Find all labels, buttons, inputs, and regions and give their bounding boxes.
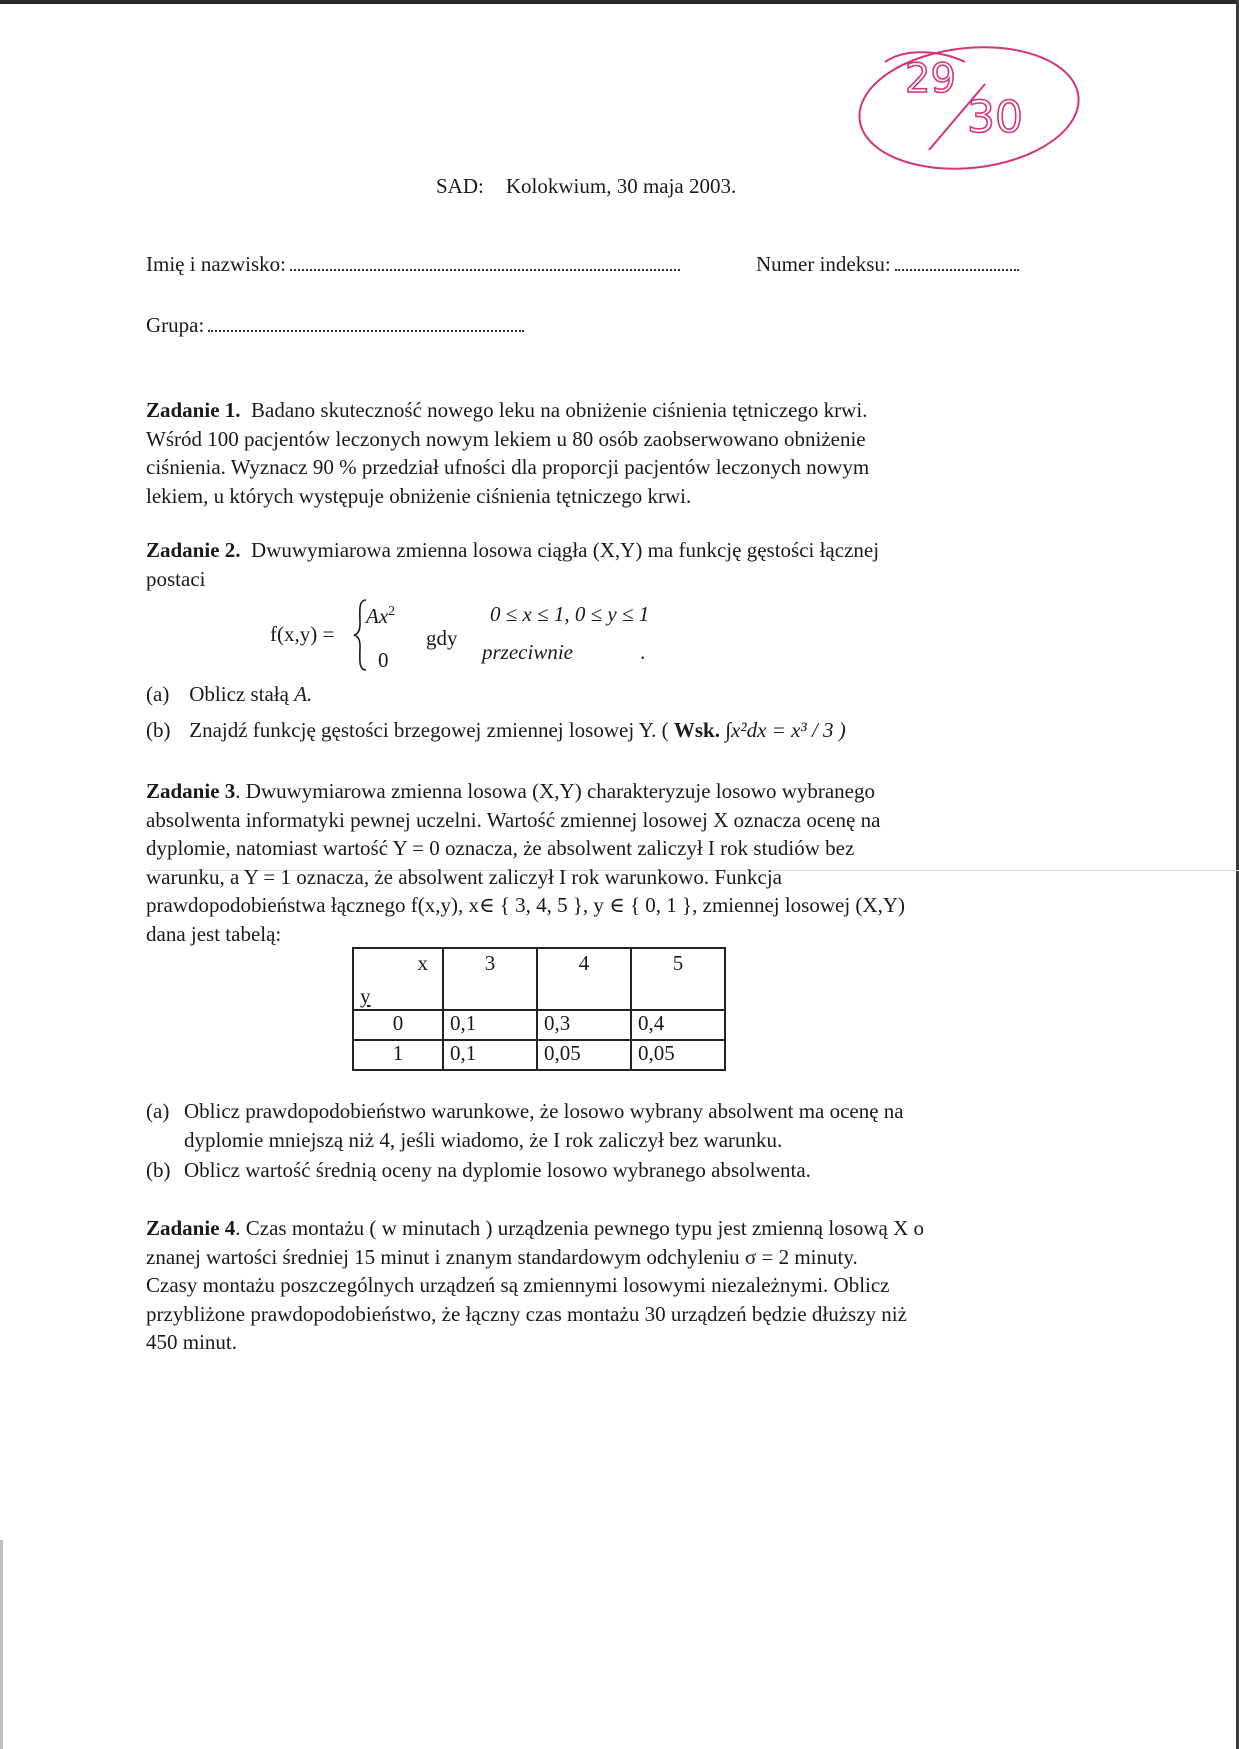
scan-edge-top bbox=[0, 0, 1239, 4]
group-field bbox=[146, 313, 524, 338]
task-3-label: Zadanie 3 bbox=[146, 779, 236, 803]
task-1-line: lekiem, u których występuje obniżenie ciśnienia tętniczego krwi. bbox=[146, 483, 692, 508]
task-2b-hint-label: Wsk. bbox=[673, 718, 720, 742]
table-row bbox=[353, 1040, 725, 1070]
task-2a-variable: A. bbox=[294, 682, 313, 706]
task-4-line: Czasy montażu poszczególnych urządzeń są zmiennymi losowymi niezależnymi. Oblicz bbox=[146, 1273, 890, 1297]
task-4-line: 450 minut. bbox=[146, 1330, 238, 1354]
probability-table bbox=[352, 947, 726, 1071]
task-2-label: Zadanie 2. bbox=[146, 538, 241, 562]
task-2b bbox=[146, 716, 846, 745]
formula-lhs: f(x,y) = bbox=[270, 622, 335, 646]
table-x-value: 4 bbox=[537, 948, 631, 1010]
task-3a-label: (a) bbox=[146, 1099, 170, 1123]
formula-case1: Ax bbox=[366, 604, 389, 628]
name-field bbox=[146, 252, 680, 277]
task-3-line: dyplomie, natomiast wartość Y = 0 oznacza, że absolwent zaliczył I rok studiów bez bbox=[146, 836, 855, 860]
task-3-line: absolwenta informatyki pewnej uczelni. Wartość zmiennej losowej X oznacza ocenę na bbox=[146, 807, 881, 832]
course-code: SAD: bbox=[436, 174, 484, 198]
task-1 bbox=[146, 396, 869, 510]
task-2a bbox=[146, 680, 312, 709]
task-3a bbox=[146, 1097, 904, 1154]
table-x-value: 3 bbox=[443, 948, 537, 1010]
handwritten-grade bbox=[845, 40, 1085, 180]
x-axis-label: x bbox=[417, 951, 428, 975]
task-2b-hint-formula: ∫x²dx = x³ / 3 ) bbox=[725, 718, 846, 742]
task-2b-label: (b) bbox=[146, 718, 171, 742]
task-3 bbox=[146, 777, 905, 948]
task-1-label: Zadanie 1. bbox=[146, 398, 241, 422]
task-3-line: . Dwuwymiarowa zmienna losowa (X,Y) charakteryzuje losowo wybranego bbox=[235, 779, 875, 803]
task-4-line: znanej wartości średniej 15 minut i znanym standardowym odchyleniu σ = 2 minuty. bbox=[146, 1244, 858, 1269]
table-cell: 0,3 bbox=[537, 1010, 631, 1040]
page-title bbox=[436, 174, 736, 199]
table-cell: 0,1 bbox=[443, 1010, 537, 1040]
index-blank[interactable] bbox=[895, 269, 1019, 271]
table-cell: 0,1 bbox=[443, 1040, 537, 1070]
task-2a-label: (a) bbox=[146, 682, 170, 706]
name-blank[interactable] bbox=[290, 269, 680, 271]
scan-edge-left bbox=[0, 1540, 3, 1749]
task-1-line: ciśnienia. Wyznacz 90 % przedział ufności dla proporcji pacjentów leczonych nowym bbox=[146, 455, 870, 479]
formula-case1-exponent: 2 bbox=[388, 604, 396, 619]
formula-gdy: gdy bbox=[426, 626, 458, 650]
task-4 bbox=[146, 1214, 924, 1357]
task-3-line: warunku, a Y = 1 oznacza, że absolwent zaliczył I rok warunkowo. Funkcja bbox=[146, 864, 782, 889]
name-label: Imię i nazwisko: bbox=[146, 252, 286, 276]
task-4-line: . Czas montażu ( w minutach ) urządzenia pewnego typu jest zmienną losową X o bbox=[235, 1216, 924, 1240]
table-corner-cell bbox=[353, 948, 443, 1010]
group-label: Grupa: bbox=[146, 313, 205, 337]
task-3b bbox=[146, 1156, 811, 1185]
table-y-value: 0 bbox=[353, 1010, 443, 1040]
table-row bbox=[353, 1010, 725, 1040]
formula-case2: 0 bbox=[378, 648, 389, 672]
table-cell: 0,05 bbox=[537, 1040, 631, 1070]
task-3a-line: dyplomie mniejszą niż 4, jeśli wiadomo, że I rok zaliczył bez warunku. bbox=[184, 1127, 783, 1152]
formula-period: . bbox=[640, 640, 646, 664]
table-header-row bbox=[353, 948, 725, 1010]
table-x-value: 5 bbox=[631, 948, 725, 1010]
task-2a-text: Oblicz stałą bbox=[189, 682, 289, 706]
table-cell: 0,4 bbox=[631, 1010, 725, 1040]
exam-title: Kolokwium, 30 maja 2003. bbox=[505, 174, 737, 198]
group-blank[interactable] bbox=[208, 330, 524, 332]
left-brace-icon bbox=[352, 598, 368, 672]
task-2-line: Dwuwymiarowa zmienna losowa ciągła (X,Y) ma funkcję gęstości łącznej bbox=[251, 538, 880, 562]
formula-condition-2: przeciwnie bbox=[482, 640, 573, 664]
task-2b-text: Znajdź funkcję gęstości brzegowej zmiennej losowej Y. ( bbox=[189, 718, 669, 742]
task-3a-line: Oblicz prawdopodobieństwo warunkowe, że losowo wybrany absolwent ma ocenę na bbox=[184, 1099, 904, 1123]
formula-condition-1: 0 ≤ x ≤ 1, 0 ≤ y ≤ 1 bbox=[490, 602, 650, 626]
y-axis-label: y bbox=[360, 984, 371, 1008]
task-4-line: przybliżone prawdopodobieństwo, że łączny czas montażu 30 urządzeń będzie dłuższy niż bbox=[146, 1301, 907, 1326]
grade-score: 29 bbox=[905, 56, 956, 102]
task-1-line: Badano skuteczność nowego leku na obniżenie ciśnienia tętniczego krwi. bbox=[251, 398, 868, 422]
task-1-line: Wśród 100 pacjentów leczonych nowym lekiem u 80 osób zaobserwowano obniżenie bbox=[146, 426, 866, 451]
task-3b-label: (b) bbox=[146, 1158, 171, 1182]
task-2-line: postaci bbox=[146, 566, 206, 591]
task-2 bbox=[146, 536, 879, 593]
density-formula bbox=[270, 598, 710, 674]
task-3-line: dana jest tabelą: bbox=[146, 921, 282, 946]
task-3b-text: Oblicz wartość średnią oceny na dyplomie losowo wybranego absolwenta. bbox=[184, 1158, 811, 1182]
table-cell: 0,05 bbox=[631, 1040, 725, 1070]
table-y-value: 1 bbox=[353, 1040, 443, 1070]
task-4-label: Zadanie 4 bbox=[146, 1216, 236, 1240]
index-field bbox=[756, 252, 1019, 277]
task-3-line: prawdopodobieństwa łącznego f(x,y), x∈ { 3, 4, 5 }, y ∈ { 0, 1 }, zmiennej losowej (X,Y) bbox=[146, 893, 905, 917]
grade-total: 30 bbox=[967, 92, 1023, 143]
index-label: Numer indeksu: bbox=[756, 252, 891, 276]
